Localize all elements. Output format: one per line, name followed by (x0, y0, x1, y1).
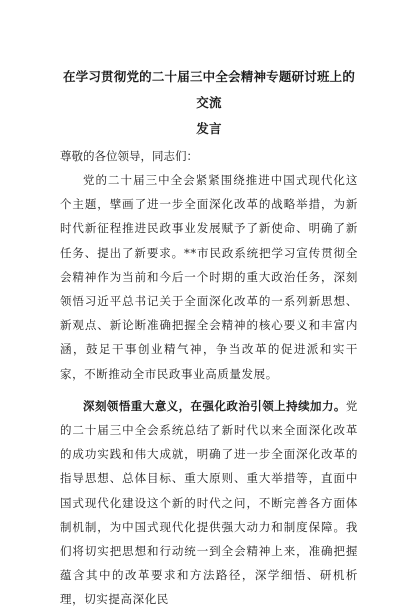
paragraph-2-body: 党的二十届三中全会系统总结了新时代以来全面深化改革的成功实践和伟大成就，明确了进一步全面深化改革的指导思想、总体目标、重大原则、重大举措等，直面中国式现代化建设这个新的时代之问，不断完善各方面体制机制，为中国式现代化提供强大动力和制度保障。我们将切实把思想和行动统一到全会精神上来，准确把握蕴含其中的改革要求和方法路径，深学细悟、研机析理，切实提高深化民 (60, 398, 358, 607)
title-line-1: 在学习贯彻党的二十届三中全会精神专题研讨班上的交流 (62, 69, 356, 110)
paragraph-1: 党的二十届三中全会紧紧围绕推进中国式现代化这个主题，擘画了进一步全面深化改革的战略举措，为新时代新征程推进民政事业发展赋予了新使命、明确了新任务、提出了新要求。**市民政系统把学习宣传贯彻全会精神作为当前和今后一个时期的重大政治任务，深刻领悟习近平总书记关于全面深化改革的一系列新思想、新观点、新论断准确把握全会精神的核心要义和丰富内涵，鼓足干事创业精气神，争当改革的促进派和实干家，不断推动全市民政事业高质量发展。 (60, 173, 358, 381)
paragraph-2 (60, 394, 358, 612)
salutation: 尊敬的各位领导，同志们： (60, 149, 198, 163)
title-line-2: 发言 (196, 121, 222, 136)
document-title (60, 64, 358, 142)
paragraph-2-heading: 深刻领悟重大意义，在强化政治引领上持续加力。 (83, 398, 346, 413)
